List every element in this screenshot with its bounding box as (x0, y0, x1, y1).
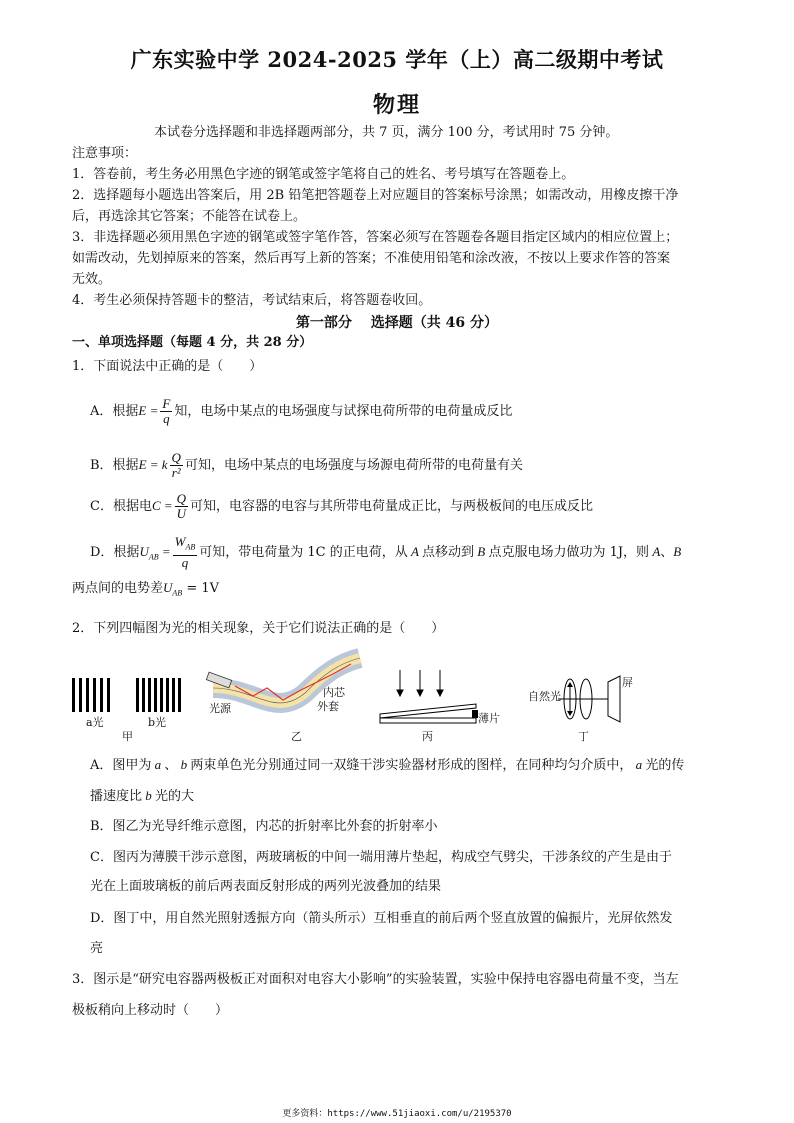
q2-option-b: B．图乙为光导纤维示意图，内芯的折射率比外套的折射率小 (90, 819, 438, 834)
figure-jia-caption: 甲 (122, 730, 133, 743)
q3-stem-line1: 3．图示是“研究电容器两极板正对面积对电容大小影响”的实验装置，实验中保持电容器电荷量不变，当左 (72, 972, 679, 987)
figure-jia (72, 678, 192, 743)
notes-heading: 注意事项： (72, 146, 138, 161)
q2-option-a-line2: 播速度比 b 光的大 (90, 788, 195, 804)
a-light-label: a光 (86, 716, 104, 729)
note-2-line2: 后，再选涂其它答案；不能答在试卷上。 (72, 209, 307, 224)
q1-option-a: A．根据E = $\frac{F}{q}$ 知，电场中某点的电场强度与试探电荷所带的电荷量成反比 (90, 396, 513, 426)
interference-fringes-diagram (72, 678, 192, 714)
figure-bing-caption: 丙 (422, 730, 433, 743)
note-1: 1．答卷前，考生务必用黑色字迹的钢笔或签字笔将自己的姓名、考号填写在答题卷上。 (72, 167, 575, 182)
q2-option-d-line2: 亮 (90, 941, 104, 956)
note-2-line1: 2．选择题每小题选出答案后，用 2B 铅笔把答题卷上对应题目的答案标号涂黑；如需改动，用橡皮擦干净 (72, 188, 679, 203)
q2-option-a-line1: A．图甲为 a 、 b 两束单色光分别通过同一双缝干涉实验器材形成的图样，在同种均匀介质中， a 光的传 (90, 757, 685, 773)
b-light-label: b光 (148, 716, 167, 729)
note-3-line1: 3．非选择题必须用黑色字迹的钢笔或签字笔作答，答案必须写在答题卷各题目指定区域内的相应位置上； (72, 230, 679, 245)
section-heading: 一、单项选择题（每题 4 分，共 28 分） (72, 335, 313, 350)
exam-title: 广东实验中学 2024-2025 学年（上）高二级期中考试 (130, 47, 664, 72)
q3-stem-line2: 极板稍向上移动时（ ） (72, 1003, 229, 1018)
thin-sheet-label: 薄片 (478, 712, 500, 725)
note-3-line2: 如需改动，先划掉原来的答案，然后再写上新的答案；不准使用铅笔和涂改液，不按以上要求作答的答案 (72, 251, 671, 266)
inner-core-label: 内芯 (323, 686, 345, 699)
outer-sheath-label: 外套 (317, 700, 339, 713)
natural-light-label: 自然光 (528, 690, 561, 703)
q1-stem: 1．下面说法中正确的是（ ） (72, 359, 263, 374)
figure-yi (205, 648, 365, 743)
light-source-label: 光源 (209, 702, 231, 715)
figure-bing (378, 670, 508, 743)
footer-link[interactable]: 更多资料：https://www.51jiaoxi.com/u/2195370 (282, 1109, 512, 1119)
figure-ding-caption: 丁 (578, 730, 589, 743)
q1-option-b: B．根据E = k $\frac{Q}{\text{r²}}$ 可知，电场中某点的电场强度与场源电荷所带的电荷量有关 (90, 450, 523, 480)
exam-intro: 本试卷分选择题和非选择题两部分，共 7 页，满分 100 分，考试用时 75 分钟。 (154, 125, 619, 140)
q2-option-c-line1: C．图丙为薄膜干涉示意图，两玻璃板的中间一端用薄片垫起，构成空气劈尖，干涉条纹的产生是由于 (90, 850, 672, 865)
figure-ding (528, 672, 638, 743)
note-4: 4．考生必须保持答题卡的整洁，考试结束后，将答题卷收回。 (72, 293, 432, 308)
q2-option-c-line2: 光在上面玻璃板的前后两表面反射形成的两列光波叠加的结果 (90, 879, 442, 894)
note-3-line3: 无效。 (72, 272, 112, 287)
q1-option-d-line2: 两点间的电势差$U_{AB} = 1V$ (72, 580, 220, 598)
q2-stem: 2．下列四幅图为光的相关现象，关于它们说法正确的是（ ） (72, 621, 445, 636)
subject-title: 物理 (372, 92, 421, 118)
q2-option-d-line1: D．图丁中，用自然光照射透振方向（箭头所示）互相垂直的前后两个竖直放置的偏振片，光屏依然发 (90, 911, 673, 926)
screen-label: 屏 (622, 676, 633, 689)
part1-heading: 第一部分 选择题（共 46 分） (295, 315, 499, 331)
q1-option-c: C．根据电C = $\frac{Q}{U}$ 可知，电容器的电容与其所带电荷量成正比，与两极板间的电压成反比 (90, 491, 594, 521)
q1-option-d: D．根据$U_{AB}$ = $\frac{W_{AB}}{q}$ 可知，带电荷量为 1C 的正电荷，从 A 点移动到 B 点克服电场力做功为 1J，则 A、B (90, 534, 682, 570)
figure-yi-caption: 乙 (291, 730, 302, 743)
